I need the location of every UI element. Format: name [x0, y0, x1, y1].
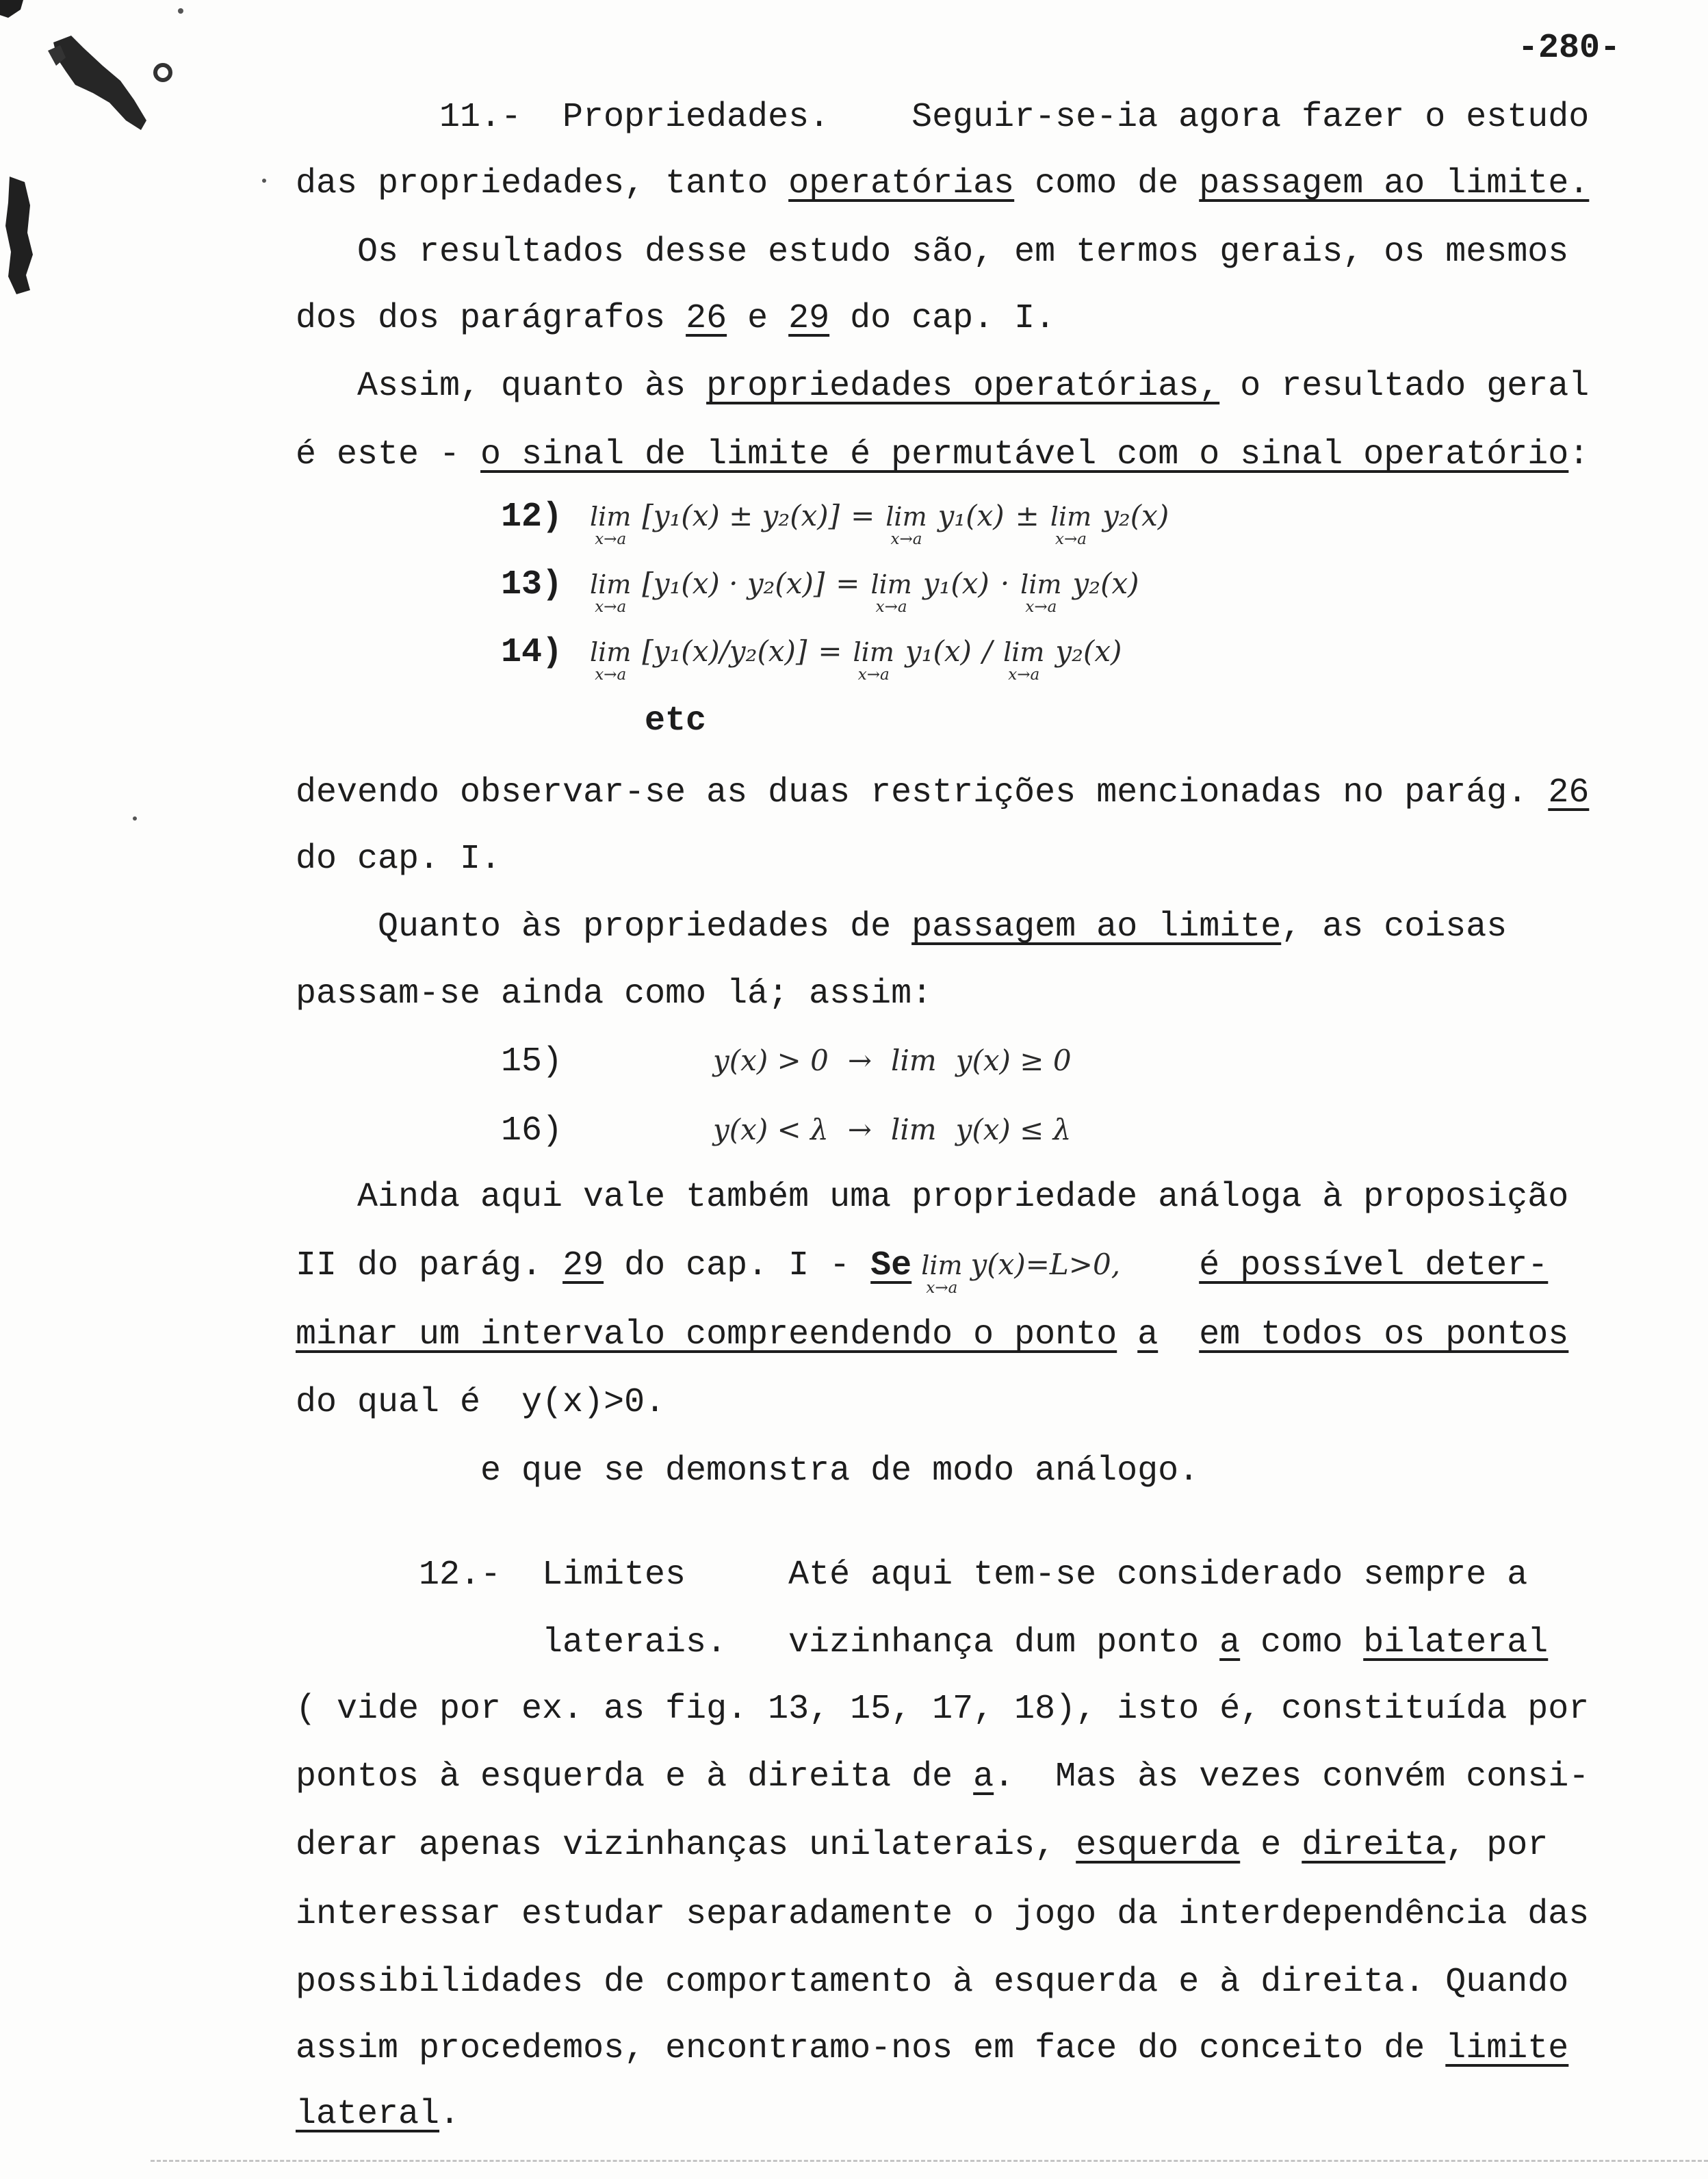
section-title: laterais.: [542, 1623, 727, 1662]
limit-point: x→a: [926, 1279, 958, 1297]
scan-edge-line: [151, 2160, 1708, 2162]
text-line: [378, 907, 1507, 948]
formula-expression: [713, 1113, 1072, 1146]
limit-operator: [870, 571, 911, 615]
text-segment: do cap. I.: [296, 840, 502, 879]
lim-symbol: lim: [590, 569, 632, 599]
lim-symbol: lim: [921, 1250, 963, 1280]
text-line: [296, 2094, 460, 2135]
formula-argument: [y₁(x)/y₂(x)]: [642, 634, 807, 668]
limit-operator: [1020, 571, 1061, 615]
formula-expression: [713, 1046, 1072, 1075]
equals-sign: =: [818, 634, 842, 668]
limit-point: x→a: [875, 598, 907, 616]
text-segment: é este -: [296, 435, 481, 474]
formula-expression: [590, 569, 1139, 615]
text-segment: e: [727, 299, 789, 338]
underlined-term: lateral: [296, 2095, 440, 2134]
limit-point: x→a: [595, 666, 627, 684]
text-line: [542, 1623, 1548, 1664]
text-segment: II do parág.: [296, 1246, 563, 1285]
limit-point: x→a: [595, 530, 627, 548]
page-number: [1518, 28, 1620, 69]
formula-term: y₁(x): [922, 567, 989, 600]
text-line: [296, 1757, 1589, 1798]
limit-operator: [1050, 504, 1091, 547]
text-segment: como de: [1014, 164, 1200, 203]
inline-formula: [911, 1250, 1199, 1296]
text-line: [357, 1177, 1568, 1218]
underlined-term: direita: [1302, 1826, 1446, 1865]
text-segment: Ainda aqui vale também uma propriedade análoga à proposição: [357, 1178, 1569, 1217]
text-segment: do cap. I -: [604, 1246, 871, 1285]
formula-14: [501, 632, 1122, 683]
text-line: [296, 974, 932, 1015]
limit-point: x→a: [890, 530, 922, 548]
equals-sign: =: [836, 567, 860, 600]
lim-symbol: lim: [870, 569, 912, 599]
limit-operator: [853, 639, 894, 683]
lim-symbol: lim: [1003, 637, 1045, 667]
text-segment: Assim, quanto às: [357, 367, 707, 406]
formula-operator: ±: [1015, 499, 1039, 532]
lim-symbol: lim: [885, 502, 927, 532]
scan-blot: [0, 0, 198, 308]
formula-argument: [y₁(x) ± y₂(x)]: [642, 499, 840, 532]
limit-point: x→a: [595, 598, 627, 616]
text-segment: derar apenas vizinhanças unilaterais,: [296, 1826, 1076, 1865]
formula-expression: [590, 634, 1122, 684]
formula-12: [501, 497, 1169, 547]
formula-conclusion: y(x) ≤ λ: [955, 1113, 1072, 1146]
text-line: [296, 164, 1589, 205]
formula-label: 12): [501, 498, 563, 537]
limit-operator: [590, 639, 631, 683]
limit-operator: [590, 571, 631, 615]
formula-13: [501, 565, 1139, 615]
text-segment: y(x)>0.: [521, 1383, 666, 1422]
text-line: [296, 1962, 1568, 2003]
lim-symbol: lim: [1050, 502, 1092, 532]
formula-hypothesis: y(x) > 0: [713, 1044, 829, 1077]
underlined-term: operatórias: [788, 164, 1015, 203]
underlined-statement: o sinal de limite é permutável com o sinal operatório: [480, 435, 1569, 474]
section-number: 11.-: [439, 98, 522, 137]
section-11-heading-line: [439, 97, 1589, 138]
limit-operator: [921, 1252, 962, 1296]
text-line: [296, 1894, 1589, 1935]
lim-symbol: lim: [853, 637, 894, 667]
formula-term: y₂(x): [1072, 567, 1139, 600]
text-segment: vizinhança dum ponto: [788, 1623, 1220, 1662]
text-segment: passam-se ainda como lá; assim:: [296, 975, 933, 1014]
underlined-term: passagem ao limite.: [1199, 164, 1590, 203]
underlined-term: limite: [1445, 2029, 1569, 2068]
underlined-term: passagem ao limite: [911, 907, 1282, 946]
formula-operator: /: [982, 634, 993, 668]
limit-operator: [590, 504, 631, 547]
text-segment: o resultado geral: [1219, 367, 1590, 406]
text-segment: do cap. I.: [829, 299, 1056, 338]
text-segment: , as coisas: [1281, 907, 1508, 946]
formula-hypothesis: y(x) < λ: [713, 1113, 829, 1146]
implies-arrow: →: [847, 1044, 872, 1077]
underlined-statement: minar um intervalo compreendendo o ponto: [296, 1315, 1117, 1354]
text-segment: Seguir-se-ia agora fazer o estudo: [911, 98, 1590, 137]
text-line: [296, 2028, 1568, 2070]
formula-term: y₁(x): [937, 499, 1005, 532]
text-line: [357, 366, 1589, 407]
formula-label: 13): [501, 565, 563, 604]
text-line: [296, 773, 1589, 814]
underlined-point-name: a: [1137, 1315, 1159, 1354]
text-line: [296, 1246, 1548, 1296]
paragraph-reference: 29: [562, 1246, 604, 1285]
paragraph-reference: 26: [1548, 773, 1590, 812]
implies-arrow: →: [847, 1113, 872, 1146]
underlined-statement: é possível deter-: [1199, 1246, 1549, 1285]
underlined-point-name: a: [1219, 1623, 1241, 1662]
etc-line: [645, 701, 706, 742]
page-number-text: -280-: [1518, 29, 1621, 68]
etc-text: etc: [645, 701, 707, 740]
limit-point: x→a: [1055, 530, 1087, 548]
text-line: [480, 1451, 1199, 1492]
formula-label: 14): [501, 633, 563, 672]
formula-operator: ·: [1000, 567, 1010, 600]
formula-15: [501, 1042, 1072, 1083]
text-line: [296, 298, 1055, 339]
text-line: [296, 1689, 1589, 1730]
underlined-term: propriedades operatórias,: [706, 367, 1220, 406]
lim-symbol: lim: [590, 502, 632, 532]
text-segment: interessar estudar separadamente o jogo da interdependência das: [296, 1895, 1590, 1934]
formula-term: y₁(x): [905, 634, 972, 668]
underlined-statement: em todos os pontos: [1199, 1315, 1569, 1354]
limit-point: x→a: [857, 666, 890, 684]
limit-point: x→a: [1008, 666, 1040, 684]
underlined-term: bilateral: [1363, 1623, 1549, 1662]
text-segment: :: [1568, 435, 1590, 474]
text-segment: possibilidades de comportamento à esquerda e à direita. Quando: [296, 1963, 1569, 2002]
lim-symbol: lim: [890, 1113, 937, 1146]
formula-conclusion: y(x) ≥ 0: [955, 1044, 1072, 1077]
text-line: [357, 232, 1568, 273]
formula-expression: y(x)=L>0,: [970, 1248, 1121, 1281]
text-line: [296, 1825, 1548, 1866]
equals-sign: =: [851, 499, 875, 532]
text-segment: Quanto às propriedades de: [378, 907, 912, 946]
limit-operator: [885, 504, 927, 547]
text-segment: devendo observar-se as duas restrições mencionadas no parág.: [296, 773, 1549, 812]
text-line: [296, 1315, 1568, 1356]
text-segment: do qual é: [296, 1383, 481, 1422]
text-segment: como: [1240, 1623, 1364, 1662]
formula-expression: [590, 499, 1169, 548]
text-segment: assim procedemos, encontramo-nos em face do conceito de: [296, 2029, 1446, 2068]
paragraph-reference: 26: [686, 299, 727, 338]
limit-operator: [1003, 639, 1044, 683]
text-segment: . Mas às vezes convém consi-: [994, 1757, 1590, 1796]
section-number: 12.-: [419, 1556, 502, 1595]
text-segment: Os resultados desse estudo são, em termos gerais, os mesmos: [357, 233, 1569, 272]
formula-term: y₂(x): [1055, 634, 1122, 668]
text-segment: , por: [1445, 1826, 1549, 1865]
limit-point: x→a: [1025, 598, 1057, 616]
scan-speck: [262, 179, 266, 183]
formula-term: y₂(x): [1102, 499, 1169, 532]
formula-16: [501, 1111, 1071, 1152]
text-segment: dos dos parágrafos: [296, 299, 686, 338]
formula-argument: [y₁(x) · y₂(x)]: [642, 567, 825, 600]
text-segment: Até aqui tem-se considerado sempre a: [788, 1556, 1528, 1595]
section-title: Propriedades.: [562, 98, 830, 137]
text-segment: ( vide por ex. as fig. 13, 15, 17, 18), isto é, constituída por: [296, 1690, 1590, 1729]
lim-symbol: lim: [891, 1044, 937, 1077]
underlined-term: esquerda: [1076, 1826, 1241, 1865]
lim-symbol: lim: [590, 637, 632, 667]
text-line: [296, 435, 1589, 476]
formula-label: 15): [501, 1042, 563, 1081]
section-12-heading-line: [419, 1555, 1527, 1596]
text-segment: e: [1240, 1826, 1302, 1865]
text-line: [296, 839, 501, 880]
section-title: Limites: [542, 1556, 686, 1595]
underlined-point-name: a: [973, 1757, 994, 1796]
lim-symbol: lim: [1020, 569, 1062, 599]
text-line: [296, 1382, 665, 1423]
text-segment: e que se demonstra de modo análogo.: [480, 1452, 1200, 1491]
scan-speck: [133, 816, 137, 821]
underlined-term: Se: [870, 1246, 912, 1285]
formula-label: 16): [501, 1111, 563, 1150]
text-segment: pontos à esquerda e à direita de: [296, 1757, 974, 1796]
text-segment: das propriedades, tanto: [296, 164, 789, 203]
paragraph-reference: 29: [788, 299, 830, 338]
text-segment: .: [439, 2095, 461, 2134]
